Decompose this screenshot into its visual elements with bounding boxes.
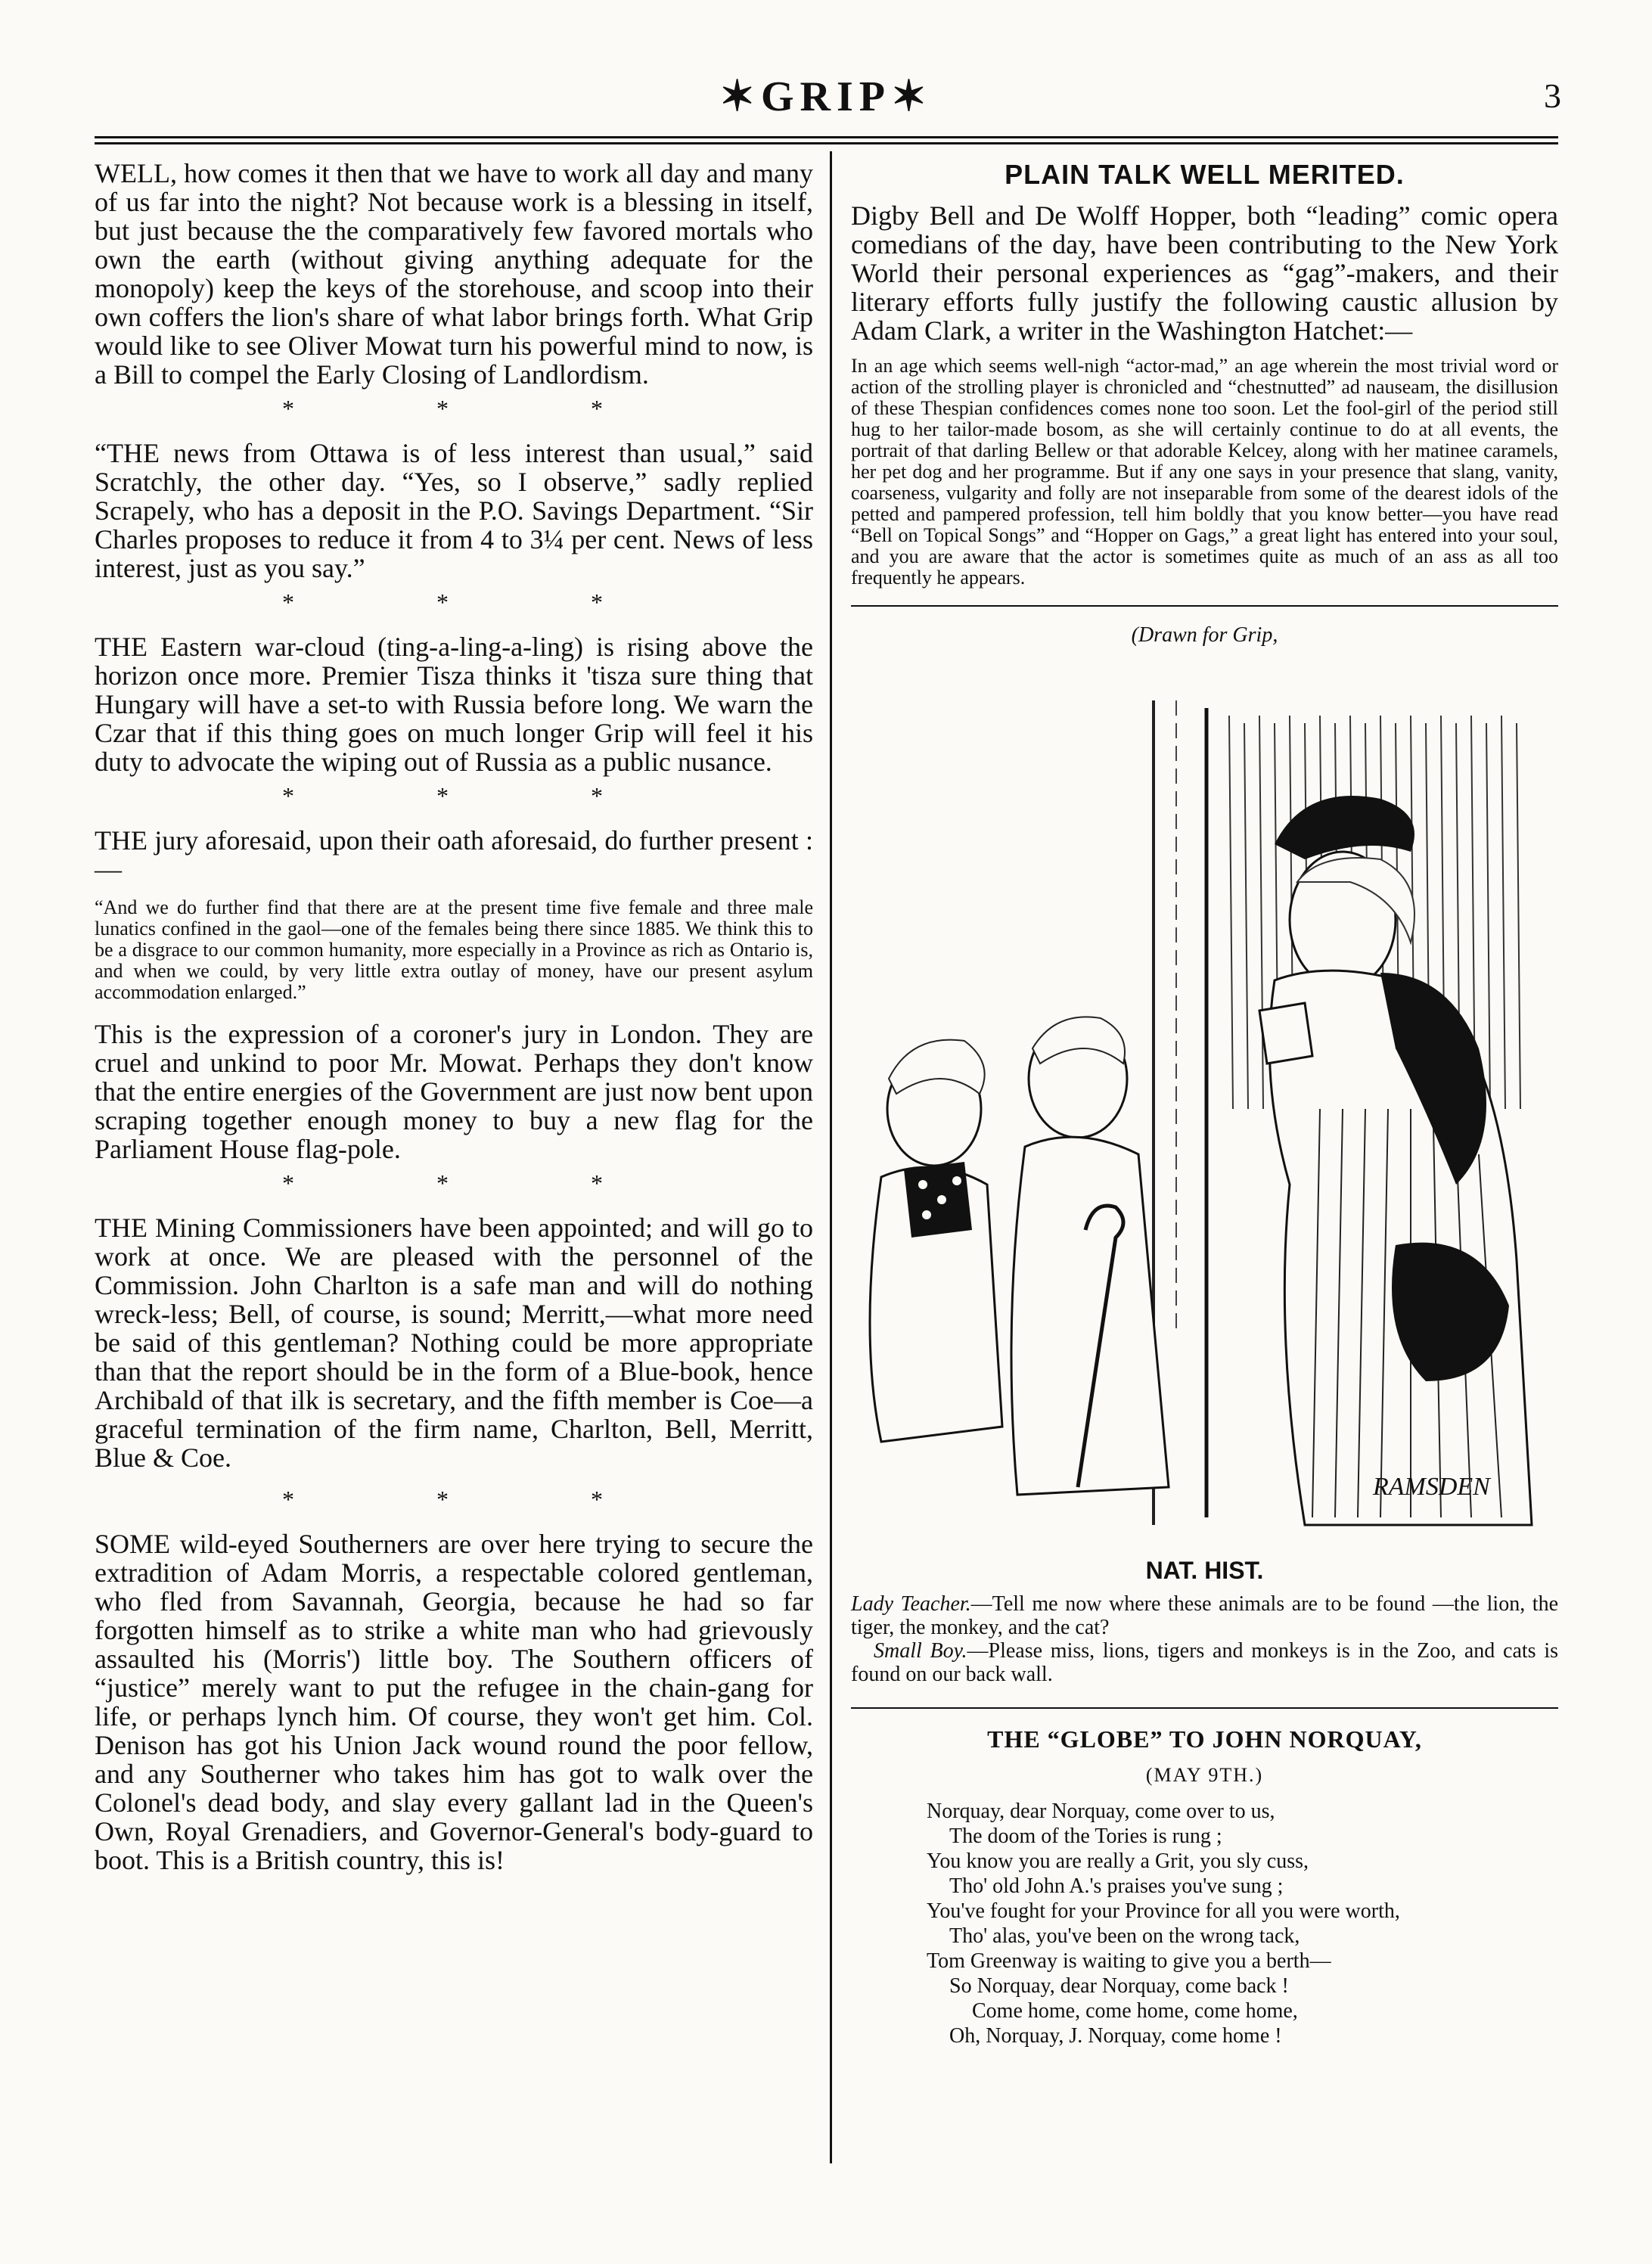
top-rule xyxy=(95,136,1558,138)
caption-teacher-label: Lady Teacher. xyxy=(851,1592,971,1616)
poem-date: (MAY 9TH.) xyxy=(1145,1764,1264,1786)
caption-boy-text: —Please miss, lions, tigers and monkeys is in the Zoo, and cats is found on our back wall. xyxy=(851,1639,1558,1686)
poem-line: Tho' alas, you've been on the wrong tack, xyxy=(949,1924,1300,1948)
article-ottawa-news: “THE news from Ottawa is of less interest than usual,” said Scratchly, the other day. “Yes, so I observe,” sadly replied Scrapely, who has a deposit in the P.O. Savings Department. “Sir Charles proposes to reduce it from 4 to 3¼ per cent. News of less interest, just as you say.” xyxy=(95,438,813,583)
caption-boy xyxy=(851,1639,1558,1686)
caption-teacher xyxy=(851,1592,1558,1639)
poem-line: The doom of the Tories is rung ; xyxy=(949,1825,1222,1848)
hatchet-quote: In an age which seems well-nigh “actor-mad,” an age wherein the most trivial word or action of the strolling player is chronicled and “chestnutted” ad nauseam, the disillusion of these Thespian confidences comes none too soon. Let the fool-girl of the period still hug to her tailor-made bosom, as she will certainly continue to do at all events, the portrait of that darling Bellew or that adorable Kelcey, along with her matinee caramels, her pet dog and her programme. But if any one says in your presence that slang, vanity, coarseness, vulgarity and folly are not inseparable from some of the dearest idols of the petted and pampered profession, tell him boldly that you know better—you have read “Bell on Topical Songs” and “Hopper on Gags,” a great light has entered into your soul, and you are aware that the actor is sometimes quite as much of an ass as all too frequently he appears. xyxy=(851,355,1558,589)
section-separator: * * * xyxy=(282,1486,671,1513)
jury-quote: “And we do further find that there are at the present time five female and three male lunatics confined in the gaol—one of the females being there since 1885. We think this to be a disgrace to our common humanity, more especially in a Province as rich as Ontario is, and when we could, by very little extra outlay of money, have our present asylum accommodation enlarged.” xyxy=(95,896,813,1003)
article-mining-commissioners: THE Mining Commissioners have been appointed; and will go to work at once. We are pleased with the personnel of the Commission. John Charlton is a safe man and will do nothing wreck-less; Bell, of course, is sound; Merritt,—what more need be said of this gentleman? Nothing could be more appropriate than that the report should be in the form of a Blue-book, hence Archibald of that ilk is secretary, and the fifth member is Coe—a graceful termination of the firm name, Charlton, Bell, Merritt, Blue & Coe. xyxy=(95,1213,813,1473)
article-jury-intro: THE jury aforesaid, upon their oath aforesaid, do further present :— xyxy=(95,825,813,884)
section-separator: * * * xyxy=(282,1169,671,1197)
caption-boy-label: Small Boy. xyxy=(874,1639,967,1663)
section-separator: * * * xyxy=(282,782,671,809)
poem-line: Come home, come home, come home, xyxy=(972,1999,1298,2023)
divider xyxy=(851,605,1558,607)
poem-line: Tom Greenway is waiting to give you a berth— xyxy=(927,1949,1331,1973)
cartoon-drawing xyxy=(851,655,1558,1548)
article-adam-morris: SOME wild-eyed Southerners are over here trying to secure the extradition of Adam Morris, a respectable colored gentleman, who fled from Savannah, Georgia, because he had so far forgotten himself as to strike a white man who had grievously assaulted his (Morris') little boy. The Southern officers of “justice” merely want to put the refugee in the chain-gang for life, or perhaps lynch him. Of course, they won't get him. Col. Denison has got his Union Jack wound round the poor fellow, and any Southerner who takes him has got to walk over the Colonel's dead body, and slay every gallant lad in the Queen's Own, Royal Grenadiers, and Governor-General's body-guard to boot. This is a British country, this is! xyxy=(95,1529,813,1875)
article-intro: Digby Bell and De Wolff Hopper, both “leading” comic opera comedians of the day, have been contributing to the New York World their personal experiences as “gag”-makers, and their literary efforts fully justify the following caustic allusion by Adam Clark, a writer in the Washington Hatchet:— xyxy=(851,200,1558,346)
illustration-title: NAT. HIST. xyxy=(1145,1557,1264,1584)
page-number: 3 xyxy=(1544,76,1561,115)
divider xyxy=(851,1707,1558,1709)
poem-title: THE “GLOBE” TO JOHN NORQUAY, xyxy=(987,1725,1422,1753)
top-rule-2 xyxy=(95,142,1558,144)
poem-line: Oh, Norquay, J. Norquay, come home ! xyxy=(949,2024,1282,2048)
illustration-credit: (Drawn for Grip, xyxy=(1131,623,1278,647)
poem xyxy=(927,1799,1558,2048)
right-column xyxy=(851,159,1558,2048)
poem-line: So Norquay, dear Norquay, come back ! xyxy=(949,1974,1289,1998)
masthead: ✶GRIP✶ xyxy=(719,73,933,120)
left-column xyxy=(95,159,813,1879)
poem-line: Norquay, dear Norquay, come over to us, xyxy=(927,1800,1275,1823)
poem-line: You've fought for your Province for all you were worth, xyxy=(927,1899,1400,1923)
article-early-closing: WELL, how comes it then that we have to work all day and many of us far into the night? Not because work is a blessing in itself, but just because the the comparatively few favored mortals who own the earth (without giving anything adequate for the monopoly) keep the keys of the storehouse, and scoop into their own coffers the lion's share of what labor brings forth. What Grip would like to see Oliver Mowat turn his powerful mind to now, is a Bill to compel the Early Closing of Landlordism. xyxy=(95,158,813,390)
poem-line: Tho' old John A.'s praises you've sung ; xyxy=(949,1874,1284,1898)
section-separator: * * * xyxy=(282,395,671,422)
article-coroners-jury: This is the expression of a coroner's jury in London. They are cruel and unkind to poor Mr. Mowat. Perhaps they don't know that the entire energies of the Government are just now bent upon scraping together enough money to buy a new flag for the Parliament House flag-pole. xyxy=(95,1019,813,1164)
caption-teacher-text: —Tell me now where these animals are to be found —the lion, the tiger, the monkey, and the cat? xyxy=(851,1592,1558,1639)
section-separator: * * * xyxy=(282,589,671,616)
artist-signature: RAMSDEN xyxy=(1373,1473,1490,1501)
poem-line: You know you are really a Grit, you sly cuss, xyxy=(927,1849,1309,1873)
illustration-nat-hist xyxy=(851,655,1558,1548)
article-heading: PLAIN TALK WELL MERITED. xyxy=(1005,159,1405,190)
article-eastern-war-cloud: THE Eastern war-cloud (ting-a-ling-a-ling) is rising above the horizon once more. Premier Tisza thinks it 'tisza sure thing that Hungary will have a set-to with Russia before long. We warn the Czar that if this thing goes on much longer Grip will feel it his duty to advocate the wiping out of Russia as a public nusance. xyxy=(95,632,813,777)
column-divider xyxy=(830,151,832,2163)
